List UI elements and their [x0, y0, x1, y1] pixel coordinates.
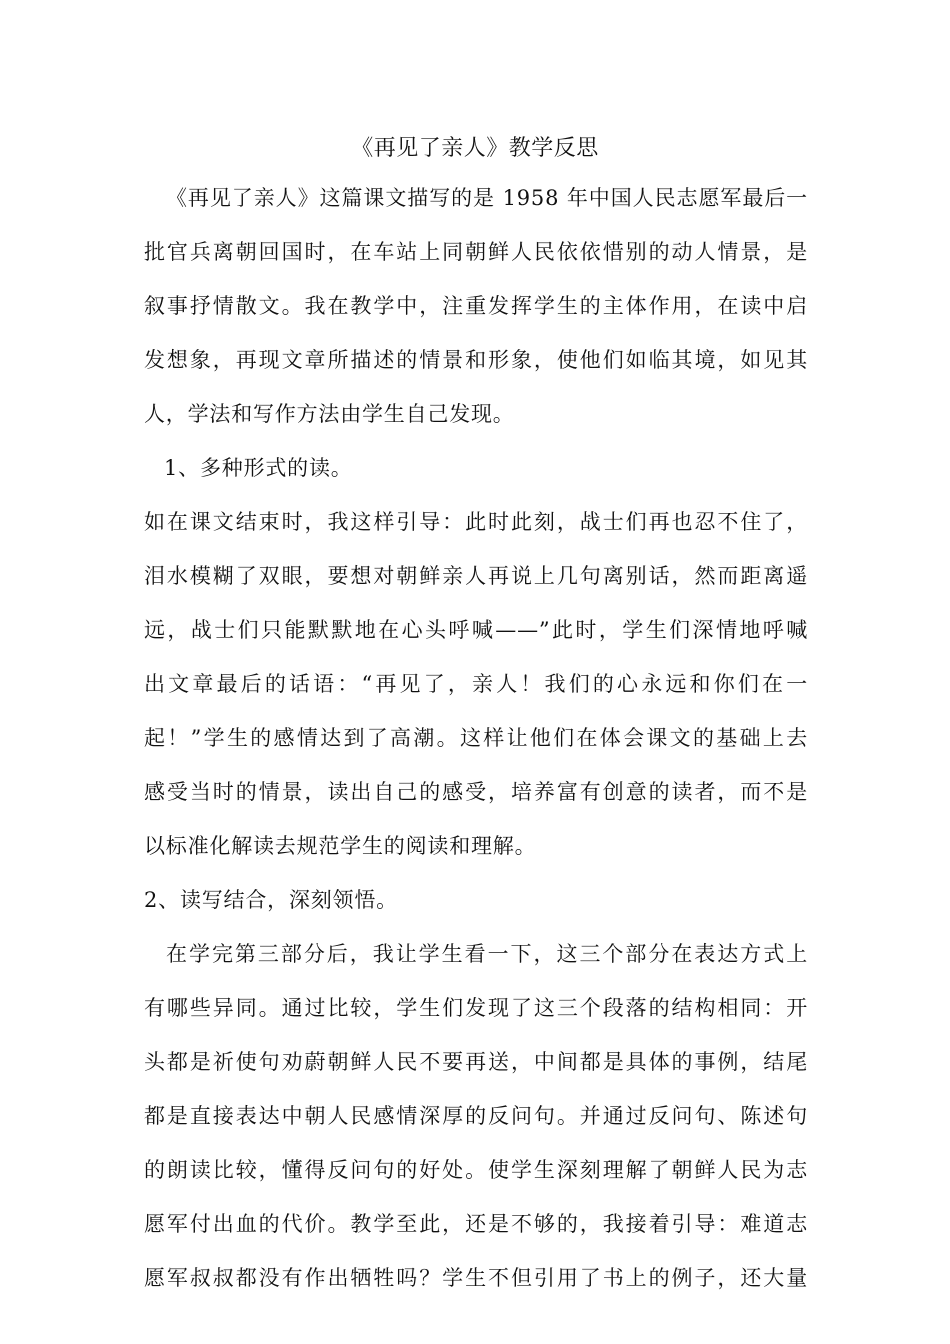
paragraph-line: 如在课文结束时，我这样引导：此时此刻，战士们再也忍不住了， [144, 510, 808, 534]
paragraph-line: 愿军叔叔都没有作出牺牲吗？学生不但引用了书上的例子，还大量 [144, 1266, 808, 1290]
paragraph-line: 头都是祈使句劝蔚朝鲜人民不要再送，中间都是具体的事例，结尾 [144, 1050, 808, 1074]
paragraph-line: 愿军付出血的代价。教学至此，还是不够的，我接着引导：难道志 [144, 1212, 808, 1236]
document-title: 《再见了亲人》教学反思 [351, 136, 599, 161]
paragraph-line: 泪水模糊了双眼，要想对朝鲜亲人再说上几句离别话，然而距离遥 [144, 564, 808, 588]
paragraph-line: 有哪些异同。通过比较，学生们发现了这三个段落的结构相同：开 [144, 996, 808, 1020]
paragraph-line: 在学完第三部分后，我让学生看一下，这三个部分在表达方式上 [166, 942, 808, 966]
paragraph-line: 感受当时的情景，读出自己的感受，培养富有创意的读者，而不是 [144, 780, 808, 804]
paragraph-line: 以标准化解读去规范学生的阅读和理解。 [144, 834, 537, 858]
paragraph-line: 批官兵离朝回国时，在车站上同朝鲜人民依依惜别的动人情景，是 [144, 240, 808, 264]
paragraph-line: 发想象，再现文章所描述的情景和形象，使他们如临其境，如见其 [144, 348, 808, 372]
paragraph-line: 远，战士们只能默默地在心头呼喊——”此时，学生们深情地呼喊 [144, 618, 808, 642]
paragraph-line: 出文章最后的话语：“再见了，亲人！我们的心永远和你们在一 [144, 672, 808, 696]
paragraph-line: 叙事抒情散文。我在教学中，注重发挥学生的主体作用，在读中启 [144, 294, 808, 318]
section-heading: 2、读写结合，深刻领悟。 [144, 888, 398, 912]
paragraph-line: 的朗读比较，懂得反问句的好处。使学生深刻理解了朝鲜人民为志 [144, 1158, 808, 1182]
paragraph-line: 《再见了亲人》这篇课文描写的是 1958 年中国人民志愿军最后一 [166, 186, 808, 210]
paragraph-line: 都是直接表达中朝人民感情深厚的反问句。并通过反问句、陈述句 [144, 1104, 808, 1128]
paragraph-line: 人，学法和写作方法由学生自己发现。 [144, 402, 515, 426]
section-heading: 1、多种形式的读。 [164, 456, 353, 480]
paragraph-line: 起！”学生的感情达到了高潮。这样让他们在体会课文的基础上去 [144, 726, 808, 750]
